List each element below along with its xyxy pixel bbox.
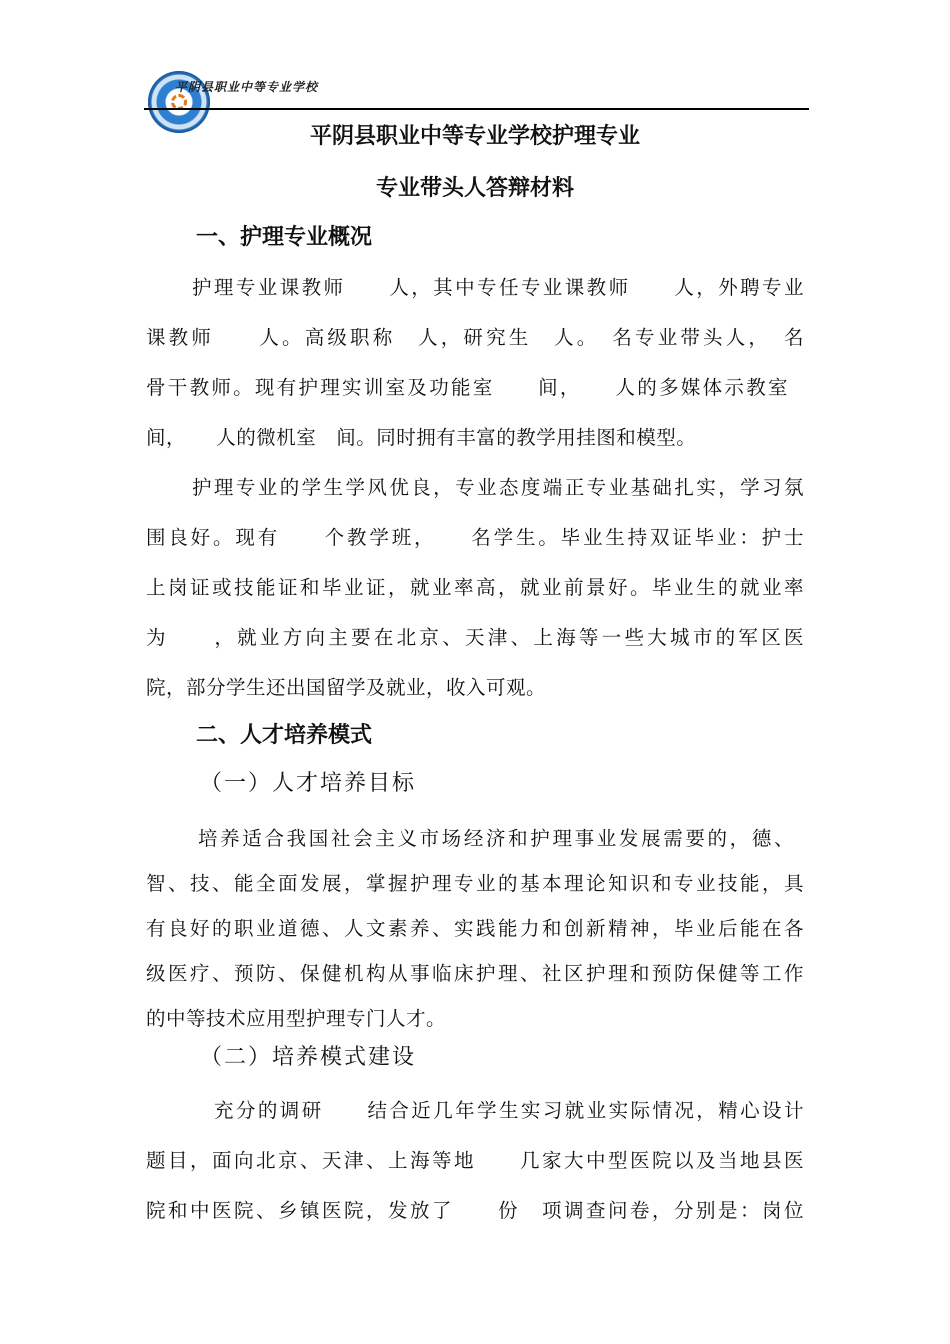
paragraph-line: 题目，面向北京、天津、上海等地 几家大中型医院以及当地县医 (146, 1149, 804, 1172)
paragraph-line: 培养适合我国社会主义市场经济和护理事业发展需要的，德、 (198, 827, 794, 850)
paragraph-line: 院，部分学生还出国留学及就业，收入可观。 (146, 676, 547, 699)
paragraph-line: 的中等技术应用型护理专门人才。 (146, 1007, 447, 1030)
section-2-heading: 二、人才培养模式 (196, 723, 373, 748)
paragraph-line: 上岗证或技能证和毕业证，就业率高，就业前景好。毕业生的就业率 (146, 576, 804, 599)
paragraph-line: 智、技、能全面发展，掌握护理专业的基本理论知识和专业技能，具 (146, 872, 804, 895)
paragraph-line: 骨干教师。现有护理实训室及功能室 间， 人的多媒体示教室 (146, 376, 788, 399)
paragraph-line: 护理专业的学生学风优良，专业态度端正专业基础扎实，学习氛 (192, 476, 804, 499)
paragraph-line: 间， 人的微机室 间。同时拥有丰富的教学用挂图和模型。 (146, 426, 697, 449)
paragraph-line: 有良好的职业道德、人文素养、实践能力和创新精神，毕业后能在各 (146, 917, 804, 940)
paragraph-line: 为 ，就业方向主要在北京、天津、上海等一些大城市的军区医 (146, 626, 804, 649)
paragraph-line: 围良好。现有 个教学班， 名学生。毕业生持双证毕业：护士 (146, 526, 804, 549)
document-title: 平阴县职业中等专业学校护理专业 (309, 124, 640, 149)
subsection-heading: （一）人才培养目标 (200, 771, 417, 796)
section-1-heading: 一、护理专业概况 (196, 225, 373, 250)
paragraph-line: 级医疗、预防、保健机构从事临床护理、社区护理和预防保健等工作 (146, 962, 804, 985)
document-subtitle: 专业带头人答辩材料 (375, 176, 574, 201)
header-divider (144, 108, 809, 110)
paragraph-line: 院和中医院、乡镇医院，发放了 份 项调查问卷，分别是：岗位 (146, 1199, 804, 1222)
header-school-name: 平阴县职业中等专业学校 (175, 80, 319, 94)
paragraph-line: 护理专业课教师 人，其中专任专业课教师 人，外聘专业 (192, 276, 804, 299)
paragraph-line: 充分的调研 结合近几年学生实习就业实际情况，精心设计 (214, 1099, 804, 1122)
paragraph-line: 课教师 人。高级职称 人，研究生 人。 名专业带头人， 名 (146, 326, 804, 349)
subsection-heading: （二）培养模式建设 (200, 1045, 417, 1070)
